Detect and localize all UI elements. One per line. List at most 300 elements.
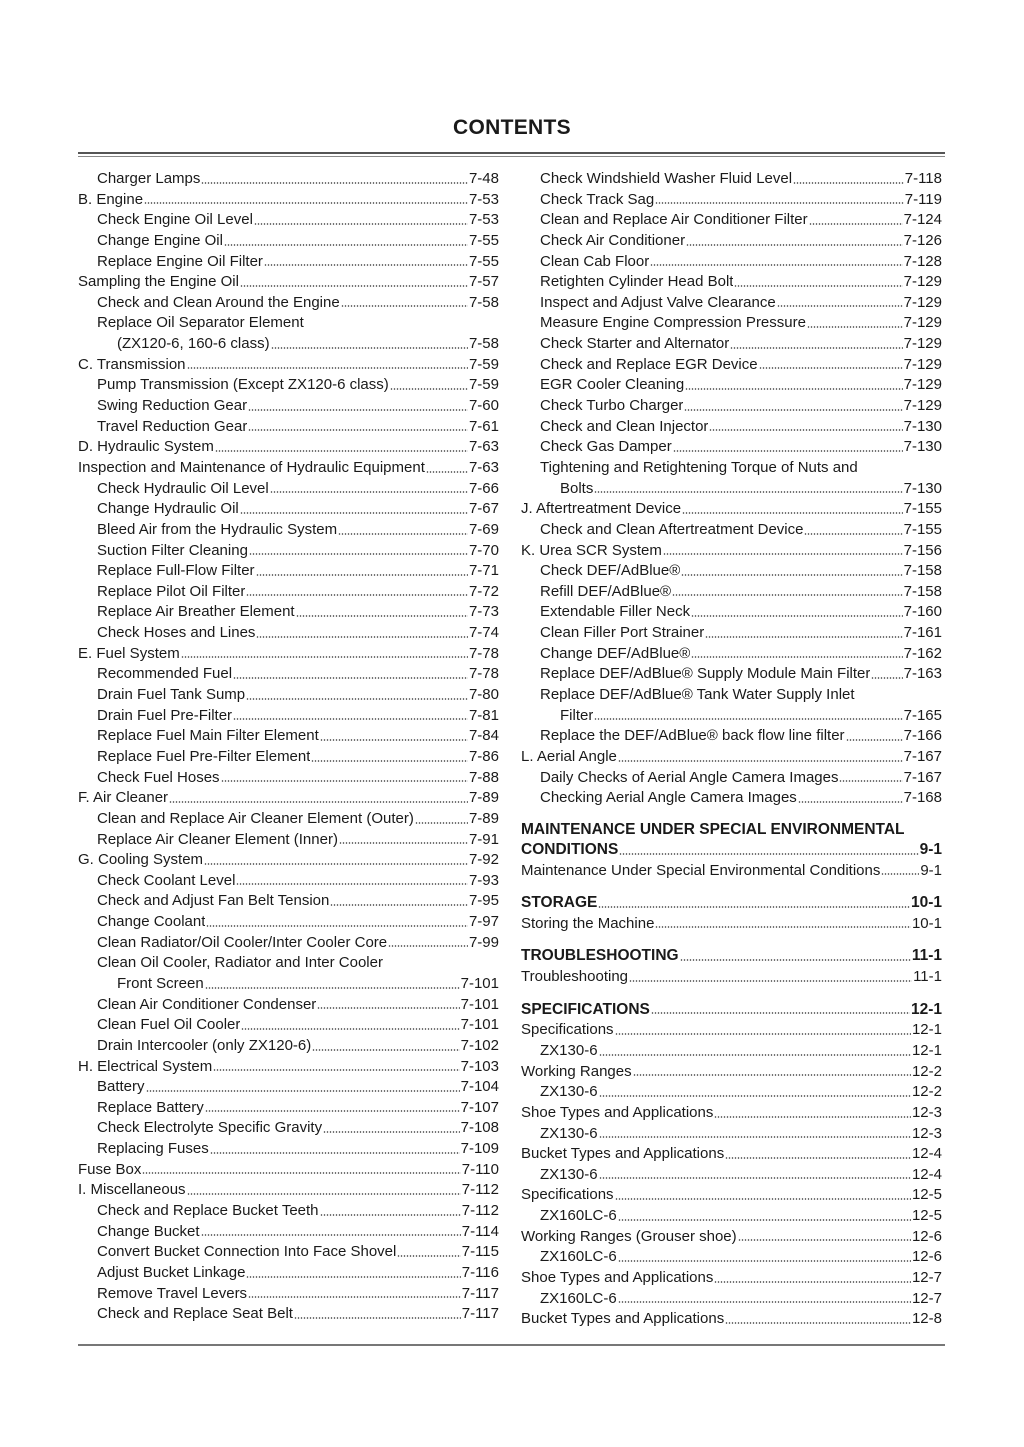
toc-entry[interactable] bbox=[521, 1144, 942, 1165]
toc-entry[interactable] bbox=[521, 520, 942, 541]
section-heading-page: 9-1 bbox=[919, 840, 942, 858]
toc-entry[interactable] bbox=[78, 169, 499, 190]
toc-entry-page: 7-103 bbox=[460, 1057, 499, 1075]
toc-entry[interactable] bbox=[521, 1309, 942, 1330]
dot-leader bbox=[246, 697, 468, 701]
toc-entry[interactable] bbox=[78, 499, 499, 520]
dot-leader bbox=[415, 821, 468, 825]
section-heading-title: CONDITIONS bbox=[521, 840, 619, 858]
toc-entry[interactable] bbox=[521, 499, 942, 520]
dot-leader bbox=[205, 1109, 460, 1113]
toc-entry-title: Daily Checks of Aerial Angle Camera Images bbox=[540, 768, 839, 786]
dot-leader bbox=[798, 800, 903, 804]
toc-entry-page: 12-2 bbox=[911, 1083, 942, 1101]
toc-entry-heading[interactable]: Tightening and Retightening Torque of Nuts and bbox=[540, 458, 858, 476]
dot-leader bbox=[256, 635, 468, 639]
toc-entry-page: 7-104 bbox=[460, 1078, 499, 1096]
toc-entry[interactable] bbox=[78, 726, 499, 747]
toc-entry[interactable] bbox=[78, 1139, 499, 1160]
toc-entry[interactable] bbox=[78, 293, 499, 314]
dot-leader bbox=[738, 1238, 911, 1242]
toc-entry[interactable] bbox=[521, 1020, 942, 1041]
toc-entry[interactable] bbox=[521, 396, 942, 417]
toc-entry[interactable] bbox=[78, 1057, 499, 1078]
toc-entry-title: Charger Lamps bbox=[97, 170, 201, 187]
toc-entry[interactable] bbox=[78, 933, 499, 954]
toc-entry-title: Replace the DEF/AdBlue® back flow line filter bbox=[540, 727, 845, 745]
toc-entry-page: 7-92 bbox=[468, 851, 499, 869]
dot-leader bbox=[144, 201, 468, 205]
dot-leader bbox=[270, 490, 468, 494]
toc-entry-page: 7-119 bbox=[904, 190, 942, 208]
toc-entry[interactable] bbox=[521, 355, 942, 376]
dot-leader bbox=[296, 614, 468, 618]
toc-entry[interactable] bbox=[78, 912, 499, 933]
dot-leader bbox=[714, 1280, 911, 1284]
dot-leader bbox=[233, 717, 468, 721]
toc-entry[interactable] bbox=[521, 1247, 942, 1268]
toc-entry-page: 7-69 bbox=[468, 520, 499, 538]
toc-entry-page: 7-80 bbox=[468, 686, 499, 704]
toc-entry[interactable] bbox=[521, 1206, 942, 1227]
toc-entry[interactable] bbox=[78, 334, 499, 355]
toc-entry[interactable] bbox=[521, 1124, 942, 1145]
toc-entry[interactable] bbox=[78, 1201, 499, 1222]
toc-entry-title: Check and Replace Bucket Teeth bbox=[97, 1202, 319, 1220]
toc-entry-page: 7-58 bbox=[468, 335, 499, 353]
toc-entry-title: Check DEF/AdBlue® bbox=[540, 562, 681, 580]
dot-leader bbox=[317, 1006, 459, 1010]
toc-entry[interactable] bbox=[78, 479, 499, 500]
toc-entry-page: 7-74 bbox=[468, 624, 499, 642]
toc-entry-title: Change Hydraulic Oil bbox=[97, 500, 239, 518]
toc-entry[interactable] bbox=[521, 747, 942, 768]
section-heading-special[interactable] bbox=[521, 840, 942, 861]
toc-entry-title: Shoe Types and Applications bbox=[521, 1269, 714, 1287]
toc-entry-title: Troubleshooting bbox=[521, 968, 629, 986]
dot-leader bbox=[248, 1295, 461, 1299]
toc-entry-title: Refill DEF/AdBlue® bbox=[540, 582, 672, 600]
toc-entry-page: 7-128 bbox=[903, 252, 942, 270]
toc-entry-page: 7-70 bbox=[468, 541, 499, 559]
toc-entry-page: 7-115 bbox=[461, 1243, 499, 1261]
toc-entry-heading[interactable]: Replace Oil Separator Element bbox=[97, 314, 304, 332]
toc-entry-title: Check Electrolyte Specific Gravity bbox=[97, 1119, 323, 1137]
section-heading-page: 10-1 bbox=[910, 894, 942, 912]
toc-entry-page: 7-116 bbox=[461, 1263, 499, 1281]
toc-entry[interactable] bbox=[78, 272, 499, 293]
toc-entry-title: Drain Intercooler (only ZX120-6) bbox=[97, 1036, 312, 1054]
dot-leader bbox=[236, 882, 468, 886]
toc-entry[interactable] bbox=[78, 520, 499, 541]
toc-entry[interactable] bbox=[78, 437, 499, 458]
toc-entry-title: Retighten Cylinder Head Bolt bbox=[540, 273, 734, 291]
toc-entry-page: 7-161 bbox=[903, 624, 942, 642]
toc-entry-page: 7-155 bbox=[903, 500, 942, 518]
toc-entry[interactable] bbox=[521, 417, 942, 438]
spacer bbox=[521, 809, 942, 819]
dot-leader bbox=[338, 532, 468, 536]
toc-entry-title: I. Miscellaneous bbox=[78, 1181, 186, 1199]
toc-entry[interactable] bbox=[521, 437, 942, 458]
toc-entry[interactable] bbox=[521, 1227, 942, 1248]
toc-entry[interactable] bbox=[78, 974, 499, 995]
toc-entry[interactable] bbox=[521, 210, 942, 231]
dot-leader bbox=[599, 1053, 911, 1057]
toc-entry-page: 7-72 bbox=[468, 582, 499, 600]
toc-entry[interactable] bbox=[78, 664, 499, 685]
toc-entry[interactable] bbox=[521, 1062, 942, 1083]
toc-entry[interactable] bbox=[521, 541, 942, 562]
dot-leader bbox=[271, 346, 468, 350]
toc-entry[interactable] bbox=[521, 334, 942, 355]
toc-entry[interactable] bbox=[521, 190, 942, 211]
toc-entry-title: Check Track Sag bbox=[540, 190, 655, 208]
toc-entry[interactable] bbox=[78, 252, 499, 273]
toc-entry-page: 7-117 bbox=[461, 1305, 499, 1323]
toc-entry-title: (ZX120-6, 160-6 class) bbox=[117, 335, 270, 353]
toc-entry[interactable] bbox=[78, 685, 499, 706]
dot-leader bbox=[730, 346, 902, 350]
section-heading-title: STORAGE bbox=[521, 894, 598, 912]
toc-entry-page: 7-163 bbox=[903, 665, 942, 683]
toc-entry-page: 7-55 bbox=[468, 252, 499, 270]
toc-entry-title: Replace Pilot Oil Filter bbox=[97, 582, 246, 600]
toc-entry-page: 7-118 bbox=[904, 170, 942, 187]
dot-leader bbox=[246, 1275, 460, 1279]
toc-entry[interactable] bbox=[521, 1165, 942, 1186]
toc-entry[interactable] bbox=[521, 561, 942, 582]
toc-entry-title: Clean Filler Port Strainer bbox=[540, 624, 705, 642]
toc-entry[interactable] bbox=[521, 1041, 942, 1062]
toc-entry[interactable] bbox=[521, 582, 942, 603]
dot-leader bbox=[673, 449, 903, 453]
toc-entry[interactable] bbox=[78, 644, 499, 665]
toc-entry[interactable] bbox=[521, 375, 942, 396]
toc-entry-title: Clean Cab Floor bbox=[540, 252, 650, 270]
toc-entry[interactable] bbox=[78, 190, 499, 211]
toc-entry-page: 7-59 bbox=[468, 355, 499, 373]
toc-entry[interactable] bbox=[78, 1036, 499, 1057]
toc-entry[interactable] bbox=[78, 1284, 499, 1305]
toc-entry-page: 11-1 bbox=[913, 968, 942, 986]
toc-entry[interactable] bbox=[78, 231, 499, 252]
toc-entry[interactable] bbox=[78, 830, 499, 851]
toc-entry-title: Bucket Types and Applications bbox=[521, 1310, 725, 1328]
toc-entry[interactable] bbox=[78, 396, 499, 417]
dot-leader bbox=[264, 263, 468, 267]
toc-entry-page: 7-156 bbox=[903, 541, 942, 559]
toc-entry[interactable] bbox=[78, 891, 499, 912]
toc-entry-title: Change Coolant bbox=[97, 913, 206, 931]
toc-entry-page: 7-61 bbox=[468, 417, 499, 435]
toc-entry-page: 7-91 bbox=[468, 830, 499, 848]
toc-entry[interactable] bbox=[78, 458, 499, 479]
toc-entry[interactable] bbox=[78, 1118, 499, 1139]
toc-entry-title: Shoe Types and Applications bbox=[521, 1103, 714, 1121]
section-heading-storage[interactable] bbox=[521, 893, 942, 914]
toc-entry-title: Check and Replace Seat Belt bbox=[97, 1305, 293, 1323]
toc-entry-title: Replace Air Breather Element bbox=[97, 603, 295, 621]
dot-leader bbox=[734, 284, 902, 288]
toc-entry-title: H. Electrical System bbox=[78, 1057, 213, 1075]
toc-entry-title: Check Starter and Alternator bbox=[540, 335, 730, 353]
toc-entry-title: Check Hoses and Lines bbox=[97, 624, 256, 642]
dot-leader bbox=[599, 1094, 911, 1098]
toc-entry-title: Fuse Box bbox=[78, 1160, 142, 1178]
toc-entry-page: 7-129 bbox=[903, 355, 942, 373]
toc-entry-title: D. Hydraulic System bbox=[78, 438, 214, 456]
toc-entry[interactable] bbox=[521, 664, 942, 685]
dot-leader bbox=[651, 1011, 910, 1015]
toc-entry-title: Bolts bbox=[560, 479, 594, 497]
toc-entry-title: Replace Fuel Pre-Filter Element bbox=[97, 747, 311, 765]
toc-entry-page: 7-112 bbox=[461, 1202, 499, 1220]
dot-leader bbox=[705, 635, 902, 639]
section-heading-specifications[interactable] bbox=[521, 1000, 942, 1021]
dot-leader bbox=[691, 655, 902, 659]
toc-entry[interactable] bbox=[78, 706, 499, 727]
toc-entry-title: C. Transmission bbox=[78, 355, 186, 373]
dot-leader bbox=[691, 614, 903, 618]
toc-entry-title: Replacing Fuses bbox=[97, 1140, 209, 1158]
dot-leader bbox=[169, 800, 468, 804]
toc-entry[interactable] bbox=[78, 1180, 499, 1201]
toc-entry-page: 7-129 bbox=[903, 293, 942, 311]
toc-entry[interactable] bbox=[78, 623, 499, 644]
toc-entry-page: 7-81 bbox=[468, 706, 499, 724]
toc-entry-page: 7-129 bbox=[903, 376, 942, 394]
toc-entry-page: 7-165 bbox=[903, 706, 942, 724]
toc-entry-page: 12-2 bbox=[911, 1062, 942, 1080]
toc-entry-title: Clean and Replace Air Cleaner Element (Outer) bbox=[97, 809, 414, 827]
dot-leader bbox=[871, 676, 902, 680]
spacer bbox=[521, 934, 942, 946]
dot-leader bbox=[221, 779, 468, 783]
toc-entry[interactable] bbox=[78, 768, 499, 789]
toc-entry[interactable] bbox=[78, 1222, 499, 1243]
dot-leader bbox=[672, 593, 903, 597]
toc-entry[interactable] bbox=[521, 252, 942, 273]
toc-entry[interactable] bbox=[521, 914, 942, 935]
toc-entry[interactable] bbox=[521, 313, 942, 334]
toc-entry-page: 7-63 bbox=[468, 438, 499, 456]
toc-entry[interactable] bbox=[521, 272, 942, 293]
toc-entry-page: 12-1 bbox=[911, 1041, 942, 1059]
dot-leader bbox=[204, 862, 468, 866]
toc-entry-title: Check Hydraulic Oil Level bbox=[97, 479, 269, 497]
dot-leader bbox=[725, 1156, 911, 1160]
dot-leader bbox=[323, 1130, 460, 1134]
toc-entry[interactable] bbox=[78, 602, 499, 623]
toc-entry[interactable] bbox=[521, 788, 942, 809]
toc-entry-title: Swing Reduction Gear bbox=[97, 397, 248, 415]
dot-leader bbox=[881, 872, 919, 876]
toc-entry[interactable] bbox=[78, 1015, 499, 1036]
dot-leader bbox=[201, 181, 468, 185]
toc-entry-heading[interactable]: Replace DEF/AdBlue® Tank Water Supply Inlet bbox=[540, 686, 855, 704]
page-title: CONTENTS bbox=[453, 116, 571, 139]
toc-entry[interactable] bbox=[78, 995, 499, 1016]
toc-entry[interactable] bbox=[521, 623, 942, 644]
toc-entry[interactable] bbox=[78, 1077, 499, 1098]
toc-entry-title: EGR Cooler Cleaning bbox=[540, 376, 685, 394]
toc-entry[interactable] bbox=[521, 706, 942, 727]
toc-entry[interactable] bbox=[78, 1098, 499, 1119]
toc-entry-title: Drain Fuel Tank Sump bbox=[97, 686, 246, 704]
title-rule-thin bbox=[78, 156, 945, 157]
dot-leader bbox=[213, 1068, 459, 1072]
toc-entry-page: 10-1 bbox=[911, 914, 942, 932]
dot-leader bbox=[599, 1135, 911, 1139]
toc-entry[interactable] bbox=[521, 231, 942, 252]
toc-entry-page: 7-101 bbox=[460, 1016, 499, 1034]
dot-leader bbox=[311, 759, 468, 763]
toc-entry[interactable] bbox=[521, 479, 942, 500]
toc-entry[interactable] bbox=[521, 726, 942, 747]
toc-entry-title: ZX160LC-6 bbox=[540, 1289, 617, 1307]
toc-entry[interactable] bbox=[78, 1160, 499, 1181]
toc-entry[interactable] bbox=[78, 561, 499, 582]
dot-leader bbox=[684, 408, 902, 412]
toc-entry-title: Sampling the Engine Oil bbox=[78, 273, 239, 291]
toc-entry[interactable] bbox=[521, 1268, 942, 1289]
toc-entry[interactable] bbox=[78, 747, 499, 768]
toc-entry[interactable] bbox=[78, 1242, 499, 1263]
toc-entry-page: 7-60 bbox=[468, 397, 499, 415]
toc-entry-title: L. Aerial Angle bbox=[521, 747, 617, 765]
dot-leader bbox=[187, 1192, 461, 1196]
toc-entry-title: Bleed Air from the Hydraulic System bbox=[97, 520, 338, 538]
dot-leader bbox=[807, 325, 903, 329]
toc-entry-title: ZX130-6 bbox=[540, 1041, 598, 1059]
toc-entry-page: 7-167 bbox=[903, 747, 942, 765]
toc-entry[interactable] bbox=[78, 809, 499, 830]
toc-entry[interactable] bbox=[521, 967, 942, 988]
dot-leader bbox=[248, 428, 468, 432]
dot-leader bbox=[215, 449, 468, 453]
dot-leader bbox=[680, 958, 911, 962]
toc-entry-page: 12-6 bbox=[911, 1227, 942, 1245]
toc-entry-title: Replace Engine Oil Filter bbox=[97, 252, 263, 270]
toc-entry[interactable] bbox=[521, 1082, 942, 1103]
toc-entry-page: 7-89 bbox=[468, 809, 499, 827]
dot-leader bbox=[240, 284, 468, 288]
toc-entry[interactable] bbox=[521, 293, 942, 314]
section-heading-title: TROUBLESHOOTING bbox=[521, 947, 679, 965]
toc-entry-page: 7-63 bbox=[468, 458, 499, 476]
dot-leader bbox=[663, 552, 903, 556]
toc-entry[interactable] bbox=[78, 355, 499, 376]
toc-entry[interactable] bbox=[521, 602, 942, 623]
toc-entry-page: 12-6 bbox=[911, 1248, 942, 1266]
toc-entry[interactable] bbox=[78, 210, 499, 231]
toc-entry-page: 7-101 bbox=[460, 974, 499, 992]
toc-entry[interactable] bbox=[521, 861, 942, 882]
toc-entry-page: 9-1 bbox=[920, 861, 942, 879]
toc-entry-title: ZX130-6 bbox=[540, 1083, 598, 1101]
toc-entry-title: Adjust Bucket Linkage bbox=[97, 1263, 246, 1281]
spacer bbox=[521, 988, 942, 1000]
toc-entry-title: Replace Fuel Main Filter Element bbox=[97, 727, 319, 745]
toc-entry-title: Pump Transmission (Except ZX120-6 class) bbox=[97, 376, 389, 394]
dot-leader bbox=[233, 676, 468, 680]
section-heading-troubleshooting[interactable] bbox=[521, 946, 942, 967]
toc-entry-title: Bucket Types and Applications bbox=[521, 1145, 725, 1163]
dot-leader bbox=[201, 1233, 461, 1237]
toc-entry[interactable] bbox=[78, 1304, 499, 1325]
toc-entry[interactable] bbox=[521, 1289, 942, 1310]
dot-leader bbox=[681, 573, 902, 577]
toc-left-column bbox=[78, 169, 499, 1325]
dot-leader bbox=[248, 408, 468, 412]
toc-entry-title: Check and Clean Aftertreatment Device bbox=[540, 520, 804, 538]
dot-leader bbox=[241, 1027, 459, 1031]
toc-entry-page: 7-53 bbox=[468, 190, 499, 208]
toc-entry-title: Check Turbo Charger bbox=[540, 397, 684, 415]
toc-entry-page: 7-57 bbox=[468, 273, 499, 291]
toc-entry[interactable] bbox=[521, 768, 942, 789]
toc-entry[interactable] bbox=[521, 1185, 942, 1206]
toc-entry-title: Replace DEF/AdBlue® Supply Module Main Filter bbox=[540, 665, 871, 683]
toc-entry-title: Replace Full-Flow Filter bbox=[97, 562, 255, 580]
toc-entry-page: 7-129 bbox=[903, 314, 942, 332]
dot-leader bbox=[714, 1115, 911, 1119]
dot-leader bbox=[249, 552, 468, 556]
dot-leader bbox=[793, 181, 904, 185]
dot-leader bbox=[629, 979, 912, 983]
toc-right-column bbox=[521, 169, 942, 1330]
dot-leader bbox=[256, 573, 468, 577]
toc-entry-page: 7-55 bbox=[468, 231, 499, 249]
toc-entry[interactable] bbox=[78, 541, 499, 562]
dot-leader bbox=[254, 222, 468, 226]
dot-leader bbox=[330, 903, 468, 907]
toc-entry[interactable] bbox=[78, 417, 499, 438]
toc-entry[interactable] bbox=[78, 375, 499, 396]
dot-leader bbox=[181, 655, 468, 659]
toc-entry-title: K. Urea SCR System bbox=[521, 541, 662, 559]
toc-entry-page: 7-130 bbox=[903, 479, 942, 497]
toc-entry-title: Check and Clean Injector bbox=[540, 417, 709, 435]
toc-entry[interactable] bbox=[78, 582, 499, 603]
toc-entry-title: Working Ranges (Grouser shoe) bbox=[521, 1227, 737, 1245]
toc-entry-heading[interactable]: Clean Oil Cooler, Radiator and Inter Cooler bbox=[97, 954, 383, 972]
toc-entry-page: 7-101 bbox=[460, 995, 499, 1013]
toc-entry-page: 7-129 bbox=[903, 335, 942, 353]
toc-entry-title: Measure Engine Compression Pressure bbox=[540, 314, 806, 332]
toc-entry[interactable] bbox=[78, 788, 499, 809]
section-heading-special-line1[interactable]: MAINTENANCE UNDER SPECIAL ENVIRONMENTAL bbox=[521, 820, 905, 838]
toc-entry-title: Clean and Replace Air Conditioner Filter bbox=[540, 211, 808, 229]
toc-entry[interactable] bbox=[78, 1263, 499, 1284]
dot-leader bbox=[210, 1151, 460, 1155]
dot-leader bbox=[312, 1048, 459, 1052]
toc-entry[interactable] bbox=[78, 850, 499, 871]
dot-leader bbox=[615, 1197, 911, 1201]
toc-entry-page: 12-1 bbox=[911, 1021, 942, 1039]
toc-entry-title: Inspection and Maintenance of Hydraulic Equipment bbox=[78, 458, 425, 476]
toc-entry-title: ZX130-6 bbox=[540, 1165, 598, 1183]
toc-entry[interactable] bbox=[521, 644, 942, 665]
toc-entry[interactable] bbox=[521, 169, 942, 190]
toc-entry[interactable] bbox=[521, 1103, 942, 1124]
toc-entry-title: Replace Air Cleaner Element (Inner) bbox=[97, 830, 338, 848]
toc-entry-page: 7-112 bbox=[461, 1181, 499, 1199]
toc-entry[interactable] bbox=[78, 871, 499, 892]
spacer bbox=[521, 881, 942, 893]
toc-entry-page: 7-99 bbox=[468, 933, 499, 951]
